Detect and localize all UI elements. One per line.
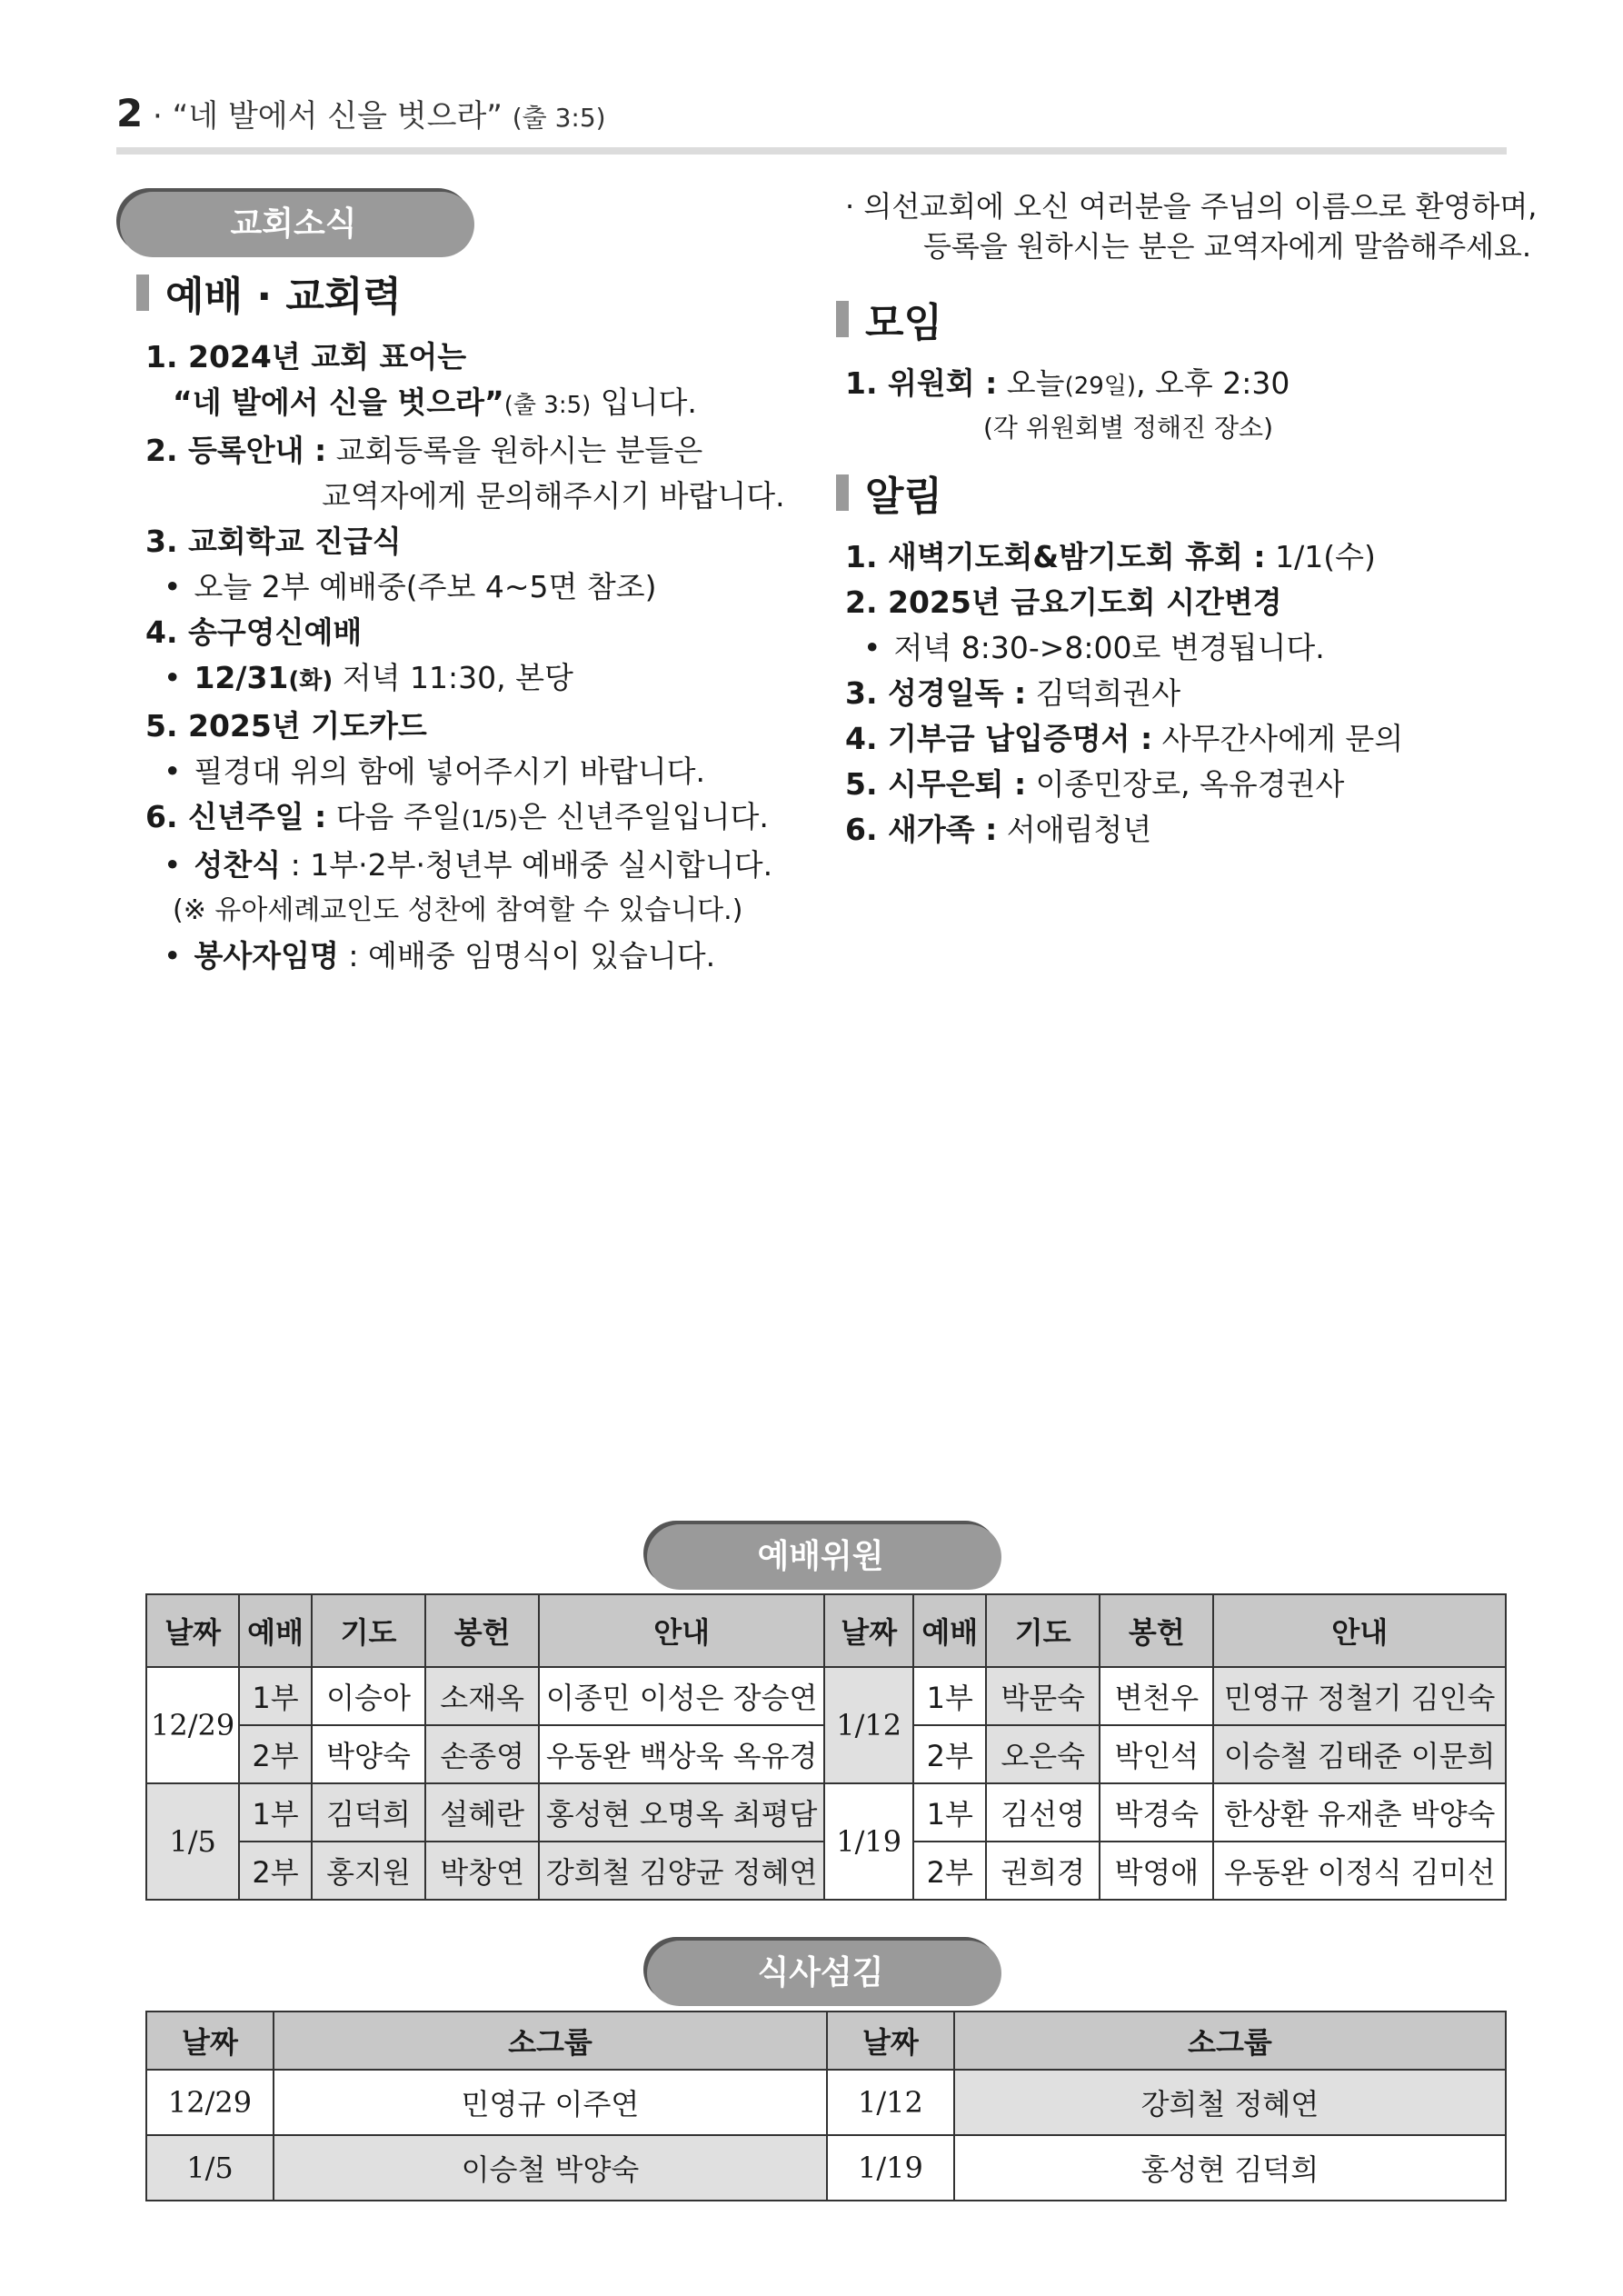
meal-pill-label: 식사섬김 (757, 1953, 884, 1992)
welcome-line-1: · 의선교회에 오신 여러분을 주님의 이름으로 환영하며, (845, 189, 1538, 224)
date-cell: 12/29 (146, 2070, 274, 2135)
item-label: 3. 성경일독 : (845, 675, 1027, 711)
worship-item-5 (145, 704, 836, 749)
item-label: 2. 등록안내 : (145, 433, 327, 468)
item-label: 4. 기부금 납입증명서 : (845, 721, 1153, 756)
date-cell: 12/29 (146, 1667, 239, 1783)
page-header (116, 91, 606, 135)
table-header-row (146, 2011, 1506, 2070)
col-header: 안내 (1213, 1594, 1506, 1667)
notice-item-3 (845, 671, 1536, 716)
offering-cell: 박인석 (1100, 1725, 1213, 1783)
worship-section (145, 264, 836, 979)
service-cell: 2부 (239, 1725, 312, 1783)
prayer-cell: 홍지원 (312, 1842, 425, 1900)
worship-item-2-cont (145, 474, 836, 519)
item-text: 이종민장로, 옥유경권사 (1026, 766, 1345, 802)
item-text: 은 신년주일입니다. (517, 799, 769, 834)
offering-cell: 소재옥 (425, 1667, 539, 1725)
prayer-cell: 박문숙 (986, 1667, 1100, 1725)
guide-cell: 한상환 유재춘 박양숙 (1213, 1783, 1506, 1842)
bullet-text: : 예배중 임명식이 있습니다. (338, 938, 716, 973)
table-header-row (146, 1594, 1506, 1667)
service-cell: 1부 (239, 1667, 312, 1725)
bullet-label: 봉사자임명 (194, 938, 339, 973)
prayer-cell: 박양숙 (312, 1725, 425, 1783)
item-text: 사무간사에게 문의 (1152, 721, 1404, 756)
day: (화) (288, 667, 334, 694)
col-header: 봉헌 (1100, 1594, 1213, 1667)
item-label: 1. 2024년 교회 표어는 (145, 339, 467, 374)
prayer-cell: 권희경 (986, 1842, 1100, 1900)
worship-item-4 (145, 610, 836, 655)
col-header: 날짜 (827, 2011, 954, 2070)
meeting-item-1-note: (각 위원회별 정해진 장소) (983, 413, 1274, 443)
service-cell: 1부 (239, 1783, 312, 1842)
guide-cell: 강희철 김양균 정혜연 (539, 1842, 824, 1900)
guide-cell: 이승철 김태준 이문희 (1213, 1725, 1506, 1783)
item-label: 6. 신년주일 : (145, 799, 327, 834)
item-label: 5. 시무은퇴 : (845, 766, 1027, 802)
worship-staff-pill-label: 예배위원 (757, 1537, 884, 1575)
col-header: 날짜 (146, 2011, 274, 2070)
service-cell: 2부 (913, 1725, 986, 1783)
item-text: 1/1(수) (1265, 539, 1376, 574)
item-label: 3. 교회학교 진급식 (145, 524, 402, 559)
col-header: 날짜 (824, 1594, 913, 1667)
offering-cell: 손종영 (425, 1725, 539, 1783)
worship-staff-pill (643, 1521, 998, 1586)
worship-item-6 (145, 794, 836, 843)
table-row (146, 1667, 1506, 1725)
item-label: 5. 2025년 기도카드 (145, 708, 427, 744)
col-header: 안내 (539, 1594, 824, 1667)
date-cell: 1/5 (146, 2135, 274, 2201)
guide-cell: 우동완 백상욱 옥유경 (539, 1725, 824, 1783)
quote-end: 입니다. (591, 384, 697, 420)
group-cell: 강희철 정혜연 (954, 2070, 1506, 2135)
worship-title-text: 예배 · 교회력 (165, 274, 402, 320)
worship-item-6-note (145, 888, 836, 933)
offering-cell: 변천우 (1100, 1667, 1213, 1725)
bullet-text: 저녁 11:30, 본당 (333, 660, 573, 695)
item-text: 김덕희권사 (1026, 675, 1181, 711)
col-header: 소그룹 (274, 2011, 827, 2070)
date-cell: 1/5 (146, 1783, 239, 1900)
guide-cell: 민영규 정철기 김인숙 (1213, 1667, 1506, 1725)
item-text: 오늘 (997, 365, 1065, 401)
header-separator: · (143, 98, 173, 135)
date-cell: 1/12 (827, 2070, 954, 2135)
notice-title (836, 464, 1536, 522)
group-cell: 민영규 이주연 (274, 2070, 827, 2135)
prayer-cell: 김덕희 (312, 1783, 425, 1842)
notice-item-1 (845, 534, 1536, 580)
bullet-text: 필경대 위의 함에 넣어주시기 바랍니다. (194, 754, 705, 789)
header-verse: “네 발에서 신을 벗으라” (172, 98, 503, 135)
news-pill-label: 교회소식 (230, 205, 357, 243)
table-row (146, 2135, 1506, 2201)
col-header: 기도 (986, 1594, 1100, 1667)
news-pill (116, 188, 471, 254)
item-ref: (29일) (1064, 373, 1137, 400)
meal-pill (643, 1937, 998, 2002)
offering-cell: 박경숙 (1100, 1783, 1213, 1842)
bullet-text: 오늘 2부 예배중(주보 4~5면 참조) (194, 569, 657, 604)
bullet-label: 성찬식 (194, 847, 282, 883)
meeting-title (836, 290, 1536, 348)
prayer-cell: 오은숙 (986, 1725, 1100, 1783)
group-cell: 홍성현 김덕희 (954, 2135, 1506, 2201)
guide-cell: 이종민 이성은 장승연 (539, 1667, 824, 1725)
worship-item-3-bullet (145, 564, 836, 610)
item-label: 1. 새벽기도회&밤기도회 휴회 : (845, 539, 1266, 574)
welcome-line-2: 등록을 원하시는 분은 교역자에게 말씀해주세요. (923, 229, 1532, 264)
worship-item-1 (145, 334, 836, 380)
item-label: 4. 송구영신예배 (145, 614, 363, 650)
item-ref: (1/5) (461, 806, 518, 834)
service-cell: 1부 (913, 1667, 986, 1725)
notice-item-2 (845, 580, 1536, 625)
header-ref: (출 3:5) (512, 103, 606, 133)
page-number: 2 (116, 91, 144, 135)
notice-item-4 (845, 716, 1536, 762)
service-cell: 1부 (913, 1783, 986, 1842)
worship-item-6-bullet-1 (145, 843, 836, 888)
col-header: 소그룹 (954, 2011, 1506, 2070)
quote: “네 발에서 신을 벗으라” (173, 384, 504, 420)
date-cell: 1/12 (824, 1667, 913, 1783)
date-cell: 1/19 (824, 1783, 913, 1900)
group-cell: 이승철 박양숙 (274, 2135, 827, 2201)
worship-item-5-bullet (145, 749, 836, 794)
item-label: 6. 새가족 : (845, 812, 998, 847)
prayer-cell: 김선영 (986, 1783, 1100, 1842)
worship-staff-table (145, 1593, 1507, 1901)
item-text: 다음 주일 (326, 799, 462, 834)
offering-cell: 박영애 (1100, 1842, 1213, 1900)
meeting-item-1 (845, 361, 1536, 409)
header-rule (116, 147, 1507, 155)
worship-item-1-quote (145, 380, 836, 428)
bullet-text: : 1부·2부·청년부 예배중 실시합니다. (281, 847, 773, 883)
col-header: 예배 (913, 1594, 986, 1667)
item-label: 1. 위원회 : (845, 365, 998, 401)
notice-item-6 (845, 807, 1536, 853)
worship-item-4-bullet (145, 655, 836, 704)
title-bar (836, 474, 849, 511)
note-text: (※ 유아세례교인도 성찬에 참여할 수 있습니다.) (173, 894, 743, 926)
col-header: 봉헌 (425, 1594, 539, 1667)
item-text: 교회등록을 원하시는 분들은 (326, 433, 703, 468)
table-row (146, 2070, 1506, 2135)
quote-ref: (출 3:5) (503, 392, 592, 419)
worship-item-3 (145, 519, 836, 564)
right-column (845, 186, 1536, 853)
guide-cell: 우동완 이정식 김미선 (1213, 1842, 1506, 1900)
item-text: 서애림청년 (997, 812, 1152, 847)
col-header: 기도 (312, 1594, 425, 1667)
bullet-text: 저녁 8:30->8:00로 변경됩니다. (893, 630, 1325, 665)
date: 12/31 (194, 660, 289, 695)
item-text: , 오후 2:30 (1136, 365, 1290, 401)
guide-cell: 홍성현 오명옥 최평담 (539, 1783, 824, 1842)
worship-title (136, 264, 836, 322)
notice-item-5 (845, 762, 1536, 807)
col-header: 날짜 (146, 1594, 239, 1667)
title-bar (836, 301, 849, 337)
service-cell: 2부 (239, 1842, 312, 1900)
meal-table (145, 2011, 1507, 2201)
col-header: 예배 (239, 1594, 312, 1667)
prayer-cell: 이승아 (312, 1667, 425, 1725)
worship-item-2 (145, 428, 836, 474)
item-text: 교역자에게 문의해주시기 바랍니다. (322, 478, 785, 514)
worship-item-6-bullet-2 (145, 933, 836, 979)
title-bar (136, 275, 149, 311)
date-cell: 1/19 (827, 2135, 954, 2201)
meeting-title-text: 모임 (865, 300, 943, 346)
offering-cell: 박창연 (425, 1842, 539, 1900)
offering-cell: 설혜란 (425, 1783, 539, 1842)
table-row (146, 1783, 1506, 1842)
service-cell: 2부 (913, 1842, 986, 1900)
notice-title-text: 알림 (865, 474, 943, 520)
notice-item-2-bullet (845, 625, 1536, 671)
item-label: 2. 2025년 금요기도회 시간변경 (845, 584, 1282, 620)
